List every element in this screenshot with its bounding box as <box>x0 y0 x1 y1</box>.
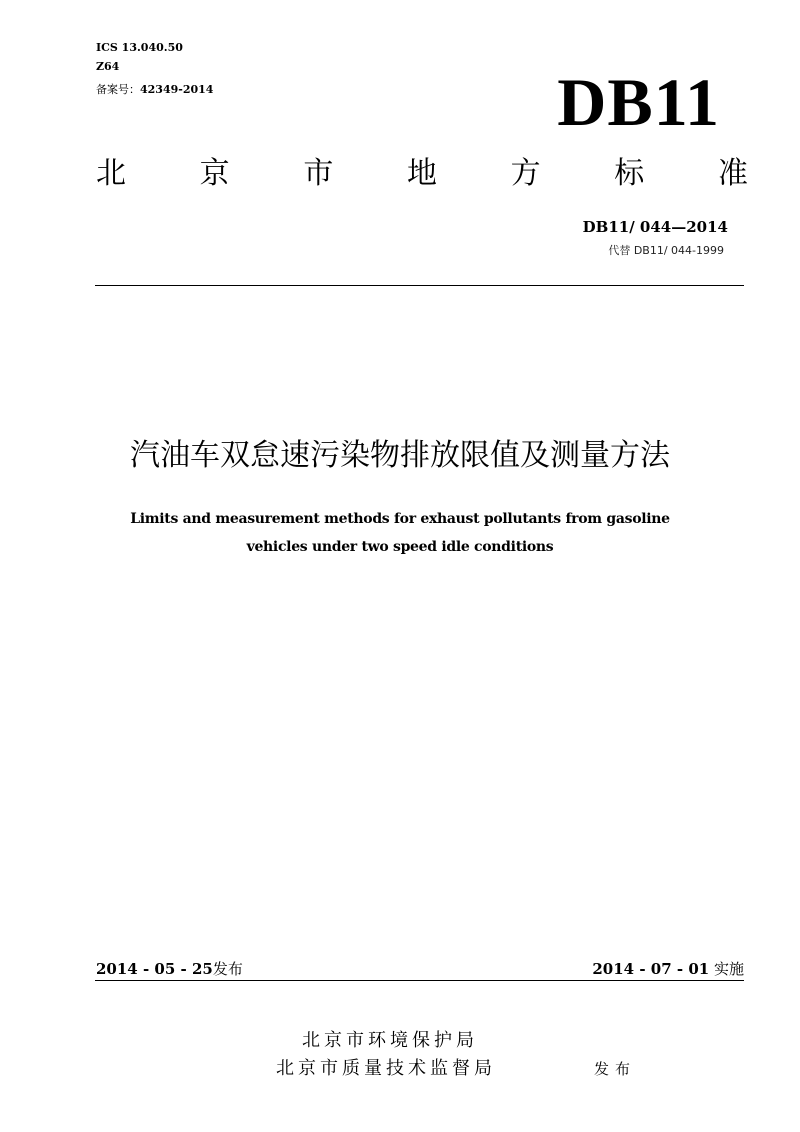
title-char: 方 <box>510 156 541 191</box>
title-char: 地 <box>406 156 437 191</box>
record-number <box>96 83 213 97</box>
issued-label: 发布 <box>594 1060 637 1078</box>
implementation-date-value: 2014 - 07 - 01 <box>592 960 710 978</box>
top-divider <box>95 285 744 286</box>
record-value: 42349-2014 <box>140 83 214 96</box>
title-char: 北 <box>96 156 126 191</box>
issuer-quality-bureau: 北京市质量技术监督局 <box>276 1058 496 1079</box>
standard-type-title <box>96 152 748 196</box>
title-en-line-1: Limits and measurement methods for exhaust pollutants from gasoline <box>130 511 670 527</box>
title-char: 京 <box>199 156 230 191</box>
db-logo: DB11 <box>557 64 720 140</box>
issuer-environmental-bureau: 北京市环境保护局 <box>302 1030 478 1051</box>
title-char: 准 <box>717 156 748 191</box>
ics-code: ICS 13.040.50 <box>96 41 183 54</box>
bottom-divider <box>95 980 744 981</box>
title-char: 市 <box>303 156 334 191</box>
title-char: 标 <box>614 156 645 191</box>
issue-date <box>96 958 243 980</box>
title-en-line-2: vehicles under two speed idle conditions <box>246 539 554 555</box>
classification-code: Z64 <box>96 60 120 73</box>
standard-code: DB11/ 044—2014 <box>582 218 728 236</box>
replaced-standard: 代替 DB11/ 044-1999 <box>608 244 724 257</box>
issue-date-value: 2014 - 05 - 25 <box>96 960 213 978</box>
implementation-date <box>592 958 744 980</box>
implementation-date-label: 实施 <box>713 960 744 978</box>
document-title-en <box>0 505 800 561</box>
document-title-cn: 汽油车双怠速污染物排放限值及测量方法 <box>130 438 670 473</box>
issue-date-label: 发布 <box>212 960 243 978</box>
record-label: 备案号： <box>96 83 140 96</box>
